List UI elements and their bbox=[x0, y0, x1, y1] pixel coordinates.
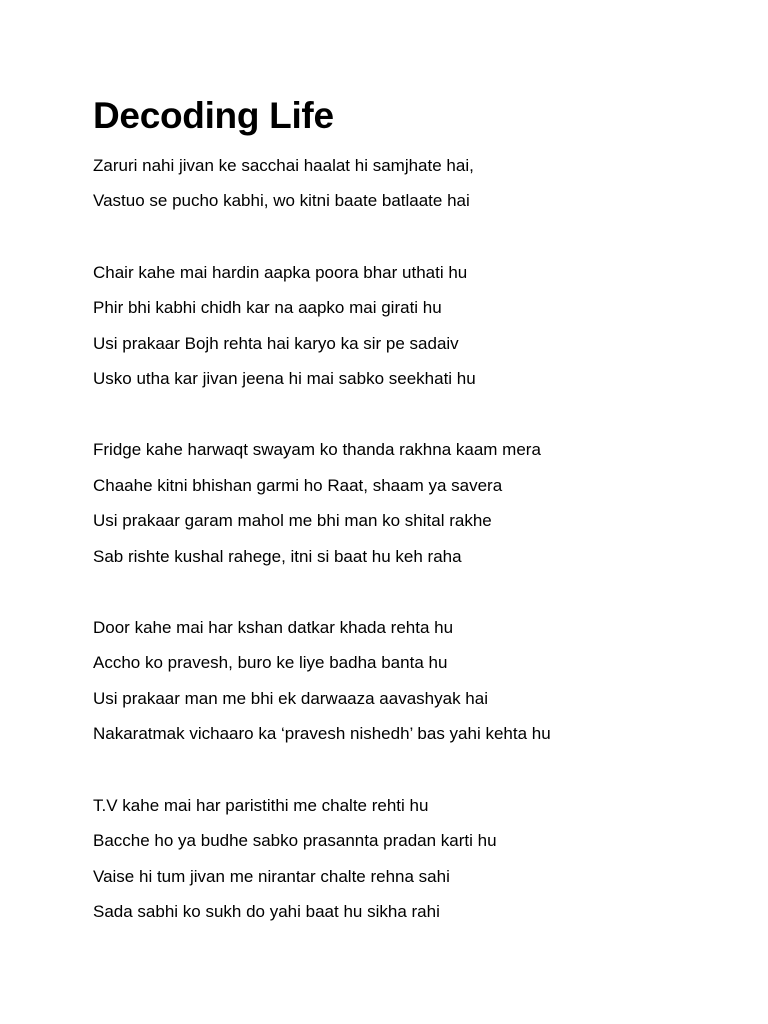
poem-line: Usi prakaar man me bhi ek darwaaza aavashyak hai bbox=[93, 688, 488, 708]
poem-line: Usi prakaar garam mahol me bhi man ko shital rakhe bbox=[93, 511, 492, 531]
poem-line: T.V kahe mai har paristithi me chalte rehti hu bbox=[93, 795, 429, 815]
stanza-1 bbox=[93, 148, 713, 219]
poem-line: Usi prakaar Bojh rehta hai karyo ka sir pe sadaiv bbox=[93, 333, 459, 353]
stanza-4 bbox=[93, 610, 713, 752]
poem-line: Door kahe mai har kshan datkar khada rehta hu bbox=[93, 618, 454, 638]
poem-line: Chaahe kitni bhishan garmi ho Raat, shaam ya savera bbox=[93, 475, 503, 495]
poem-line: Sab rishte kushal rahege, itni si baat hu keh raha bbox=[93, 546, 462, 566]
poem-line: Accho ko pravesh, buro ke liye badha banta hu bbox=[93, 653, 448, 673]
poem-line: Chair kahe mai hardin aapka poora bhar uthati hu bbox=[93, 262, 468, 282]
poem-line: Fridge kahe harwaqt swayam ko thanda rakhna kaam mera bbox=[93, 440, 541, 460]
poem-line: Usko utha kar jivan jeena hi mai sabko seekhati hu bbox=[93, 369, 476, 389]
poem-line: Sada sabhi ko sukh do yahi baat hu sikha rahi bbox=[93, 901, 440, 921]
stanza-5 bbox=[93, 788, 713, 930]
poem-line: Vaise hi tum jivan me nirantar chalte rehna sahi bbox=[93, 866, 450, 886]
stanza-2 bbox=[93, 255, 713, 397]
document-page bbox=[93, 92, 713, 965]
stanza-3 bbox=[93, 432, 713, 574]
poem-line: Vastuo se pucho kabhi, wo kitni baate batlaate hai bbox=[93, 191, 470, 211]
poem-line: Nakaratmak vichaaro ka ‘pravesh nishedh’ bas yahi kehta hu bbox=[93, 724, 551, 744]
poem-line: Phir bhi kabhi chidh kar na aapko mai girati hu bbox=[93, 298, 442, 318]
poem-line: Zaruri nahi jivan ke sacchai haalat hi samjhate hai, bbox=[93, 156, 474, 175]
page-title: Decoding Life bbox=[93, 95, 334, 136]
poem-line: Bacche ho ya budhe sabko prasannta pradan karti hu bbox=[93, 831, 497, 851]
